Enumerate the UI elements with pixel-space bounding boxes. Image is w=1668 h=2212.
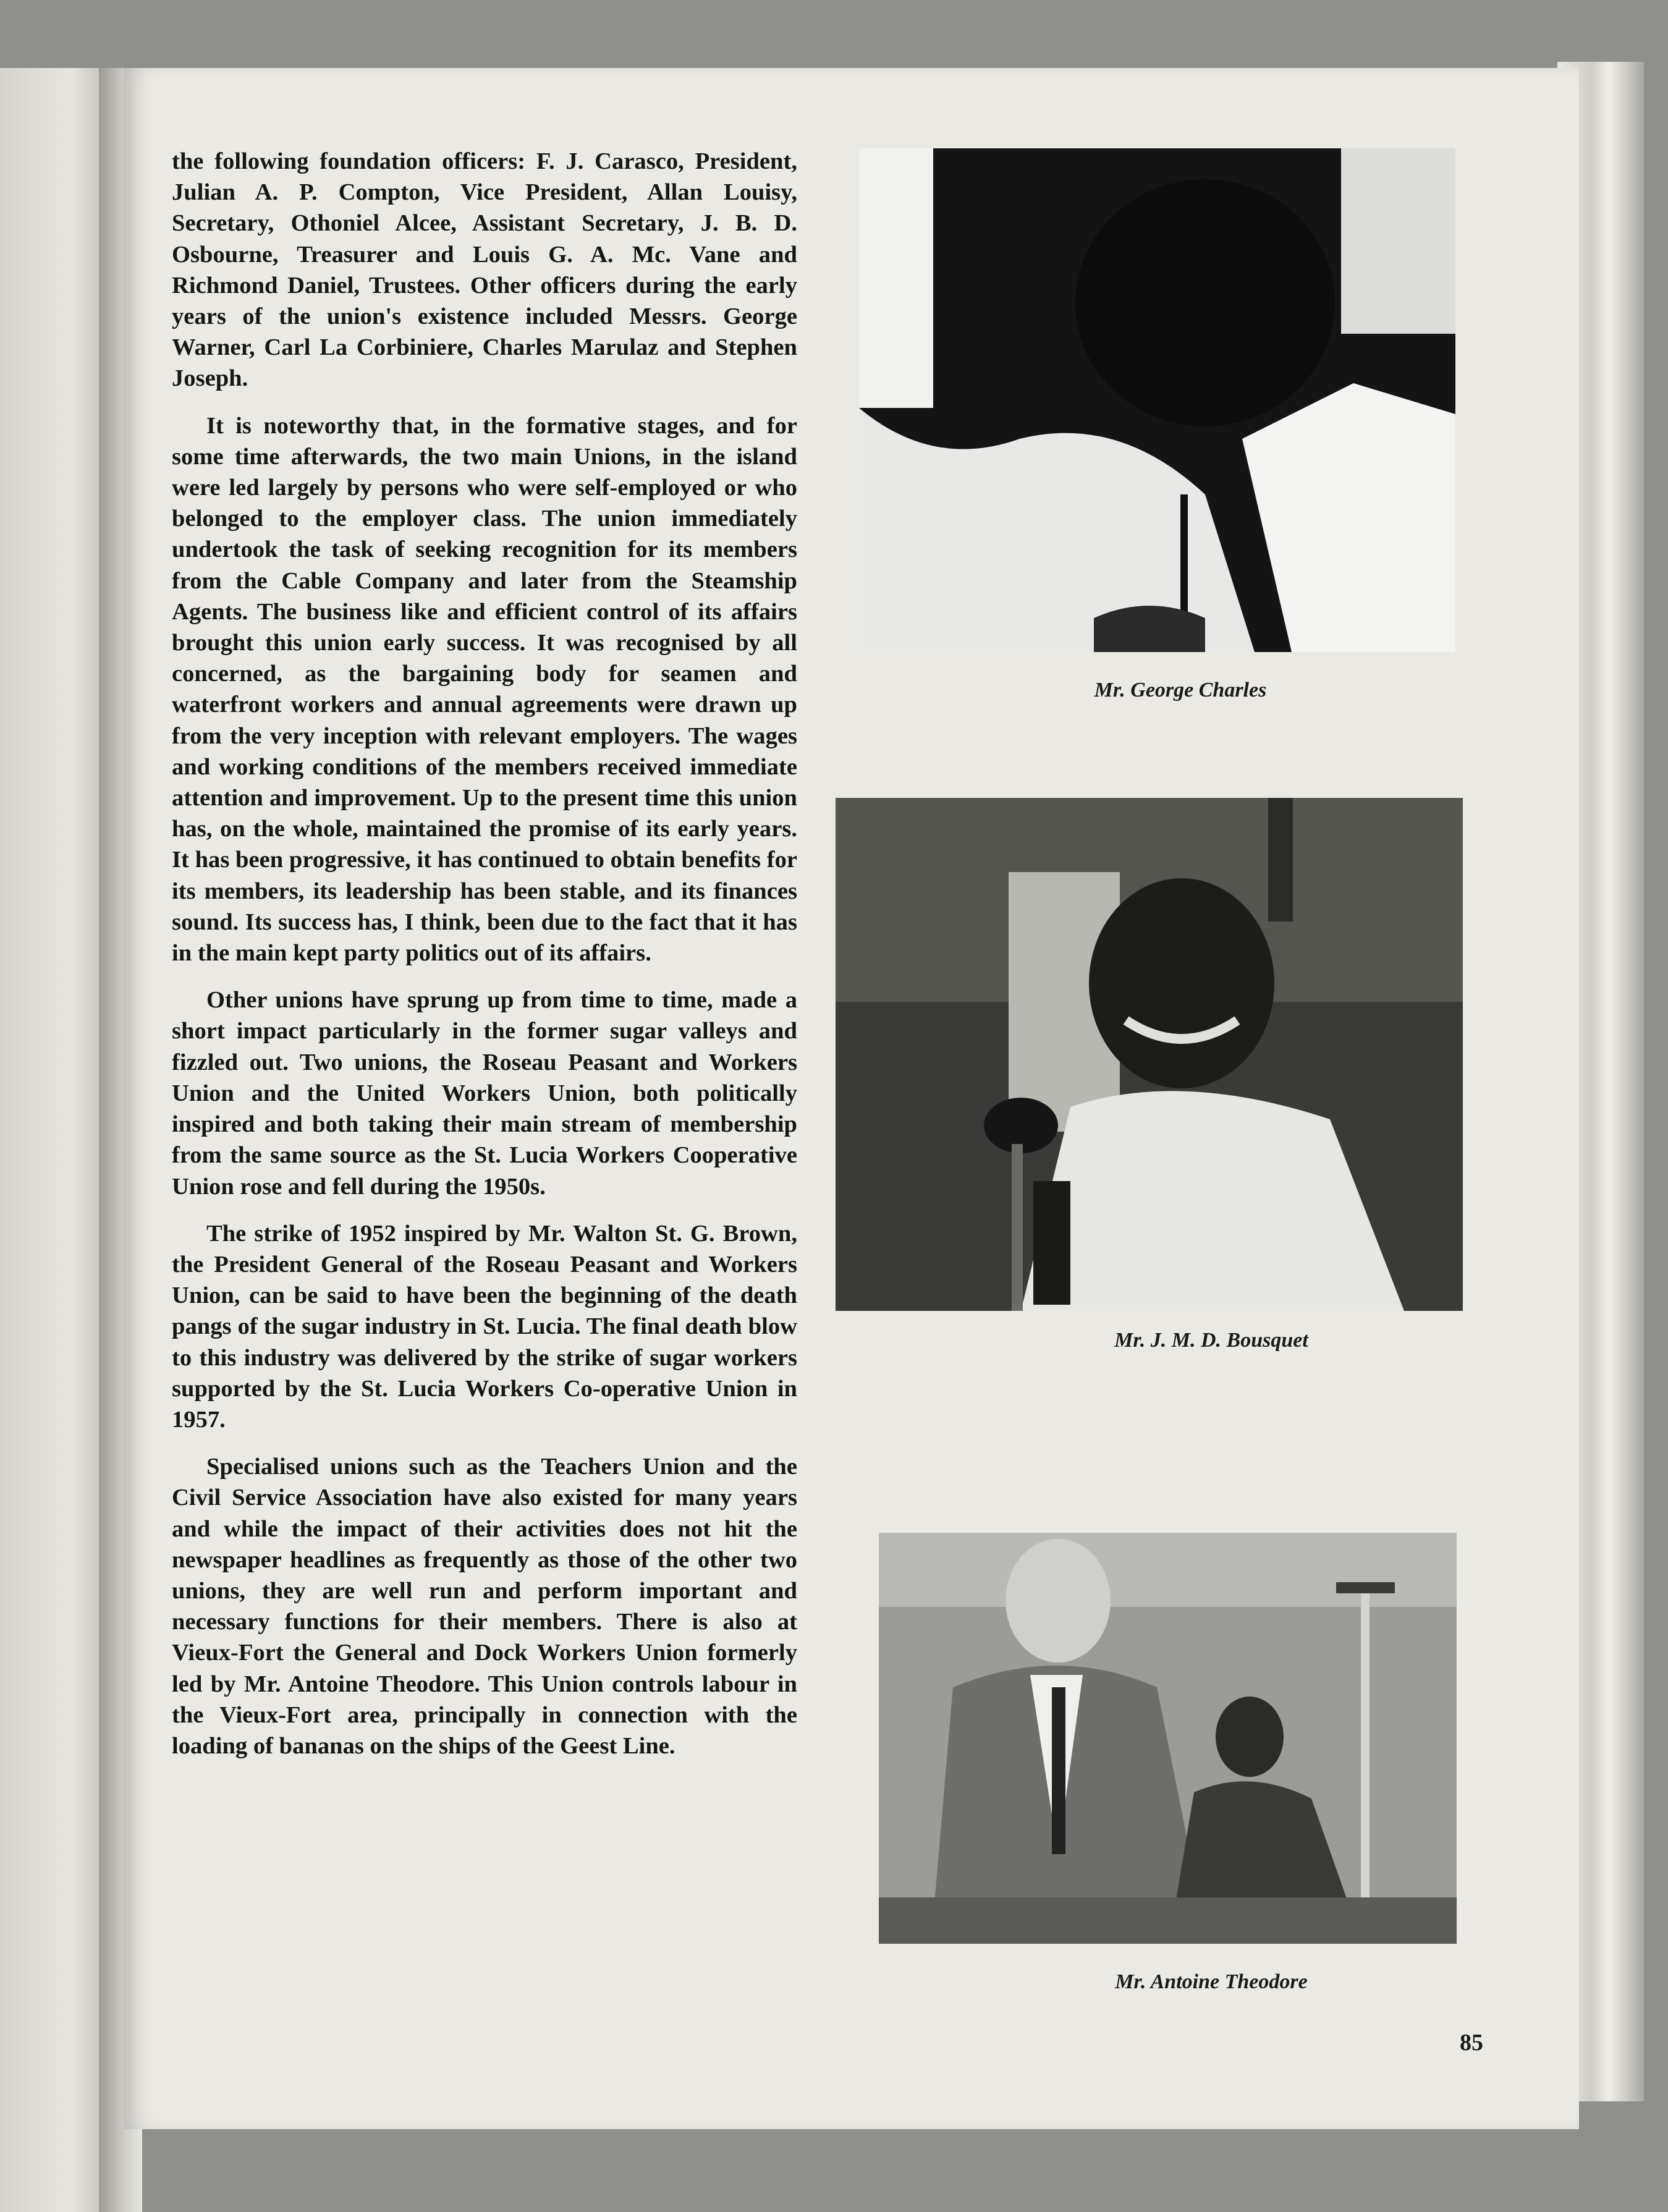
paragraph-other-unions: Other unions have sprung up from time to time, made a short impact particularly in the former sugar valleys and fizzled out. Two unions, the Roseau Peasant and Workers Union and the United Workers Union, both politically inspired and both taking their main stream of membership from the same source as the St. Lucia Workers Cooperative Union rose and fell during the 1950s. bbox=[172, 987, 797, 1200]
paragraph-strike-1952: The strike of 1952 inspired by Mr. Walton St. G. Brown, the President General of the Roseau Peasant and Workers Union, can be said to have been the beginning of the death pangs of the sugar industry in St. Lucia. The final death blow to this industry was delivered by the strike of sugar workers supported by the St. Lucia Workers Co-operative Union in 1957. bbox=[172, 1220, 797, 1433]
paragraph-formative-stages: It is noteworthy that, in the formative stages, and for some time afterwards, the two main Unions, in the island were led largely by persons who were self-employed or who belonged to the employer class. The union immediately undertook the task of seeking recognition for its members from the Cable Company and later from the Steamship Agents. The business like and efficient control of its affairs brought this union early success. It was recognised by all concerned, as the bargaining body for seamen and waterfront workers and annual agreements were drawn up from the very inception with relevant employers. The wages and working conditions of the members received immediate attention and improvement. Up to the present time this union has, on the whole, maintained the promise of its early years. It has been progressive, it has continued to obtain benefits for its members, its leadership has been stable, and its finances sound. Its success has, I think, been due to the fact that it has in the main kept party politics out of its affairs. bbox=[172, 412, 797, 967]
portrait-photo-bousquet bbox=[836, 798, 1463, 1311]
photo-caption: Mr. J. M. D. Bousquet bbox=[1114, 1329, 1308, 1352]
photo-caption: Mr. George Charles bbox=[1094, 679, 1267, 701]
article-column bbox=[172, 146, 797, 1778]
paragraph-specialised-unions: Specialised unions such as the Teachers Union and the Civil Service Association have also existed for many years and while the impact of their activities does not hit the newspaper headlines as frequently as those of the other two unions, they are well run and perform important and necessary functions for their members. There is also at Vieux-Fort the General and Dock Workers Union formerly led by Mr. Antoine Theodore. This Union controls labour in the Vieux-Fort area, principally in connection with the loading of bananas on the ships of the Geest Line. bbox=[172, 1454, 797, 1759]
page-number: 85 bbox=[1460, 2030, 1483, 2056]
portrait-photo-antoine-theodore bbox=[879, 1533, 1457, 1944]
portrait-photo-george-charles bbox=[859, 148, 1455, 652]
photo-caption: Mr. Antoine Theodore bbox=[1115, 1970, 1308, 1993]
paragraph-officers: the following foundation officers: F. J. Carasco, President, Julian A. P. Compton, Vice President, Allan Louisy, Secretary, Othoniel Alcee, Assistant Secretary, J. B. D. Osbourne, Treasurer and Louis G. A. Mc. Vane and Richmond Daniel, Trustees. Other officers during the early years of the union's existence included Messrs. George Warner, Carl La Corbiniere, Charles Marulaz and Stephen Joseph. bbox=[172, 148, 797, 392]
